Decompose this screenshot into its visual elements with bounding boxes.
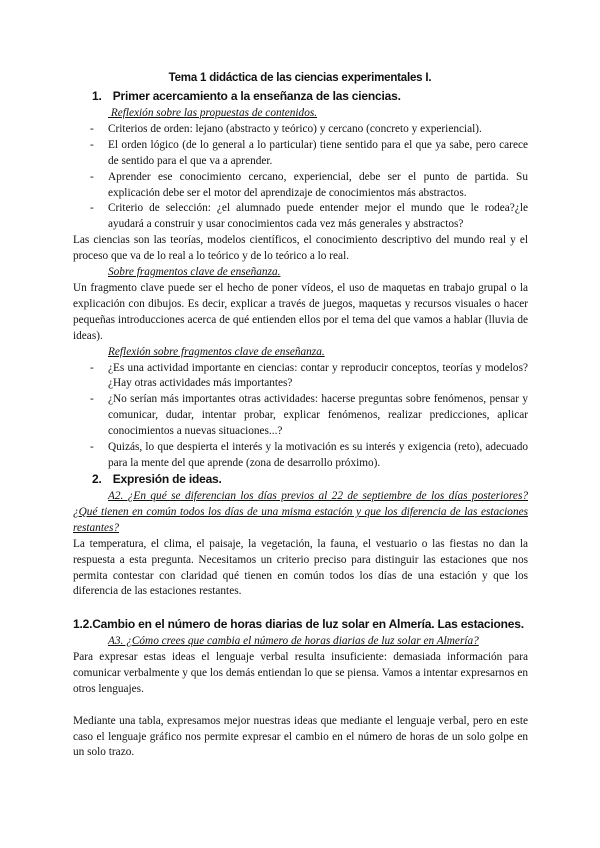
- section-1-2-paragraph-2: Mediante una tabla, expresamos mejor nuestras ideas que mediante el lenguaje verbal, pero en este caso el lenguaje gráfico nos permite expresar el cambio en el número de horas de un solo golpe en un solo trazo.: [73, 714, 528, 759]
- reflexion-fragmentos-heading: Reflexión sobre fragmentos clave de enseñanza.: [108, 345, 325, 358]
- list-item: - ¿Es una actividad importante en ciencias: contar y reproducir conceptos, teorías y modelos? ¿Hay otras actividades más importantes?: [73, 361, 528, 393]
- list-item: - Criterios de orden: lejano (abstracto y teórico) y cercano (concreto y experiencial).: [73, 122, 528, 138]
- section-1-2-block: [73, 634, 528, 761]
- reflexion-propuestas-heading-text: Reflexión sobre las propuestas de contenidos.: [110, 107, 318, 119]
- section-1-2-heading: 1.2.Cambio en el número de horas diarias de luz solar en Almería. Las estaciones.: [73, 617, 524, 631]
- list-item: - Criterio de selección: ¿el alumnado puede entender mejor el mundo que le rodea?¿le ayudará a construir y usar conocimientos cada vez más generales y abstractos?: [73, 201, 528, 233]
- list-item: - Quizás, lo que despierta el interés y la motivación es su interés y exigencia (reto), adecuado para la mente del que aprende (zona de desarrollo próximo).: [73, 440, 528, 472]
- reflexion-propuestas-heading: [73, 106, 528, 122]
- list-item: - ¿No serían más importantes otras actividades: hacerse preguntas sobre fenómenos, pensar y comunicar, dudar, intentar probar, explicar fenómenos, realizar predicciones, aplicar conocimientos a nuevas situaciones...?: [73, 392, 528, 440]
- section-1-2-paragraph-1: Para expresar estas ideas el lenguaje verbal resulta insuficiente: demasiada información para comunicar verbalmente y que los demás entiendan lo que se piensa. Vamos a intentar expresarnos en otros lenguajes.: [73, 650, 528, 695]
- question-a2: A2. ¿En qué se diferencian los días previos al 22 de septiembre de los días posteriores? ¿Qué tienen en común todos los días de una misma estación y que los diferencia de las estaciones restantes?: [73, 490, 528, 534]
- reflexion-propuestas-block: [73, 106, 528, 472]
- reflexion-fragmentos-list: [73, 361, 528, 472]
- fragmentos-paragraph: Un fragmento clave puede ser el hecho de poner vídeos, el uso de maquetas en trabajo grupal o la explicación con dibujos. Es decir, explicar a través de juegos, maquetas y recursos visuales o hacer pequeñas introducciones acerca de qué entienden ellos por el tema del que vamos a hablar (lluvia de ideas).: [73, 281, 528, 342]
- list-item: - El orden lógico (de lo general a lo particular) tiene sentido para el que ya sabe, pero carece de sentido para el que va a aprender.: [73, 138, 528, 170]
- question-a3: A3. ¿Cómo crees que cambia el número de horas diarias de luz solar en Almería?: [108, 635, 479, 647]
- section-2-title: Expresión de ideas.: [112, 472, 222, 486]
- paragraph-spacer: [73, 698, 528, 714]
- section-1-number: 1.: [92, 89, 102, 103]
- document-title: Tema 1 didáctica de las ciencias experimentales I.: [168, 72, 432, 84]
- section-1-title: Primer acercamiento a la enseñanza de las ciencias.: [112, 89, 401, 103]
- section-2-paragraph: La temperatura, el clima, el paisaje, la vegetación, la fauna, el vestuario o las fiestas no dan la respuesta a esta pregunta. Necesitamos un criterio preciso para distinguir las estaciones que nos permita contestar con claridad qué tienen en común todos los días de una estación y que los diferencia de las estaciones restantes.: [73, 537, 528, 598]
- fragmentos-heading: Sobre fragmentos clave de enseñanza.: [108, 266, 281, 279]
- ciencias-paragraph: Las ciencias son las teorías, modelos científicos, el conocimiento descriptivo del mundo real y el proceso que va de lo real a lo teórico y de lo teórico a lo real.: [73, 234, 528, 263]
- list-item: - Aprender ese conocimiento cercano, experiencial, debe ser el punto de partida. Su explicación debe ser el motor del aprendizaje de conocimientos más abstractos.: [73, 170, 528, 202]
- section-2-heading: [92, 472, 222, 486]
- reflexion-propuestas-list: [73, 122, 528, 233]
- section-1-heading: [92, 89, 401, 103]
- section-2-block: [73, 489, 528, 600]
- section-2-number: 2.: [92, 472, 102, 486]
